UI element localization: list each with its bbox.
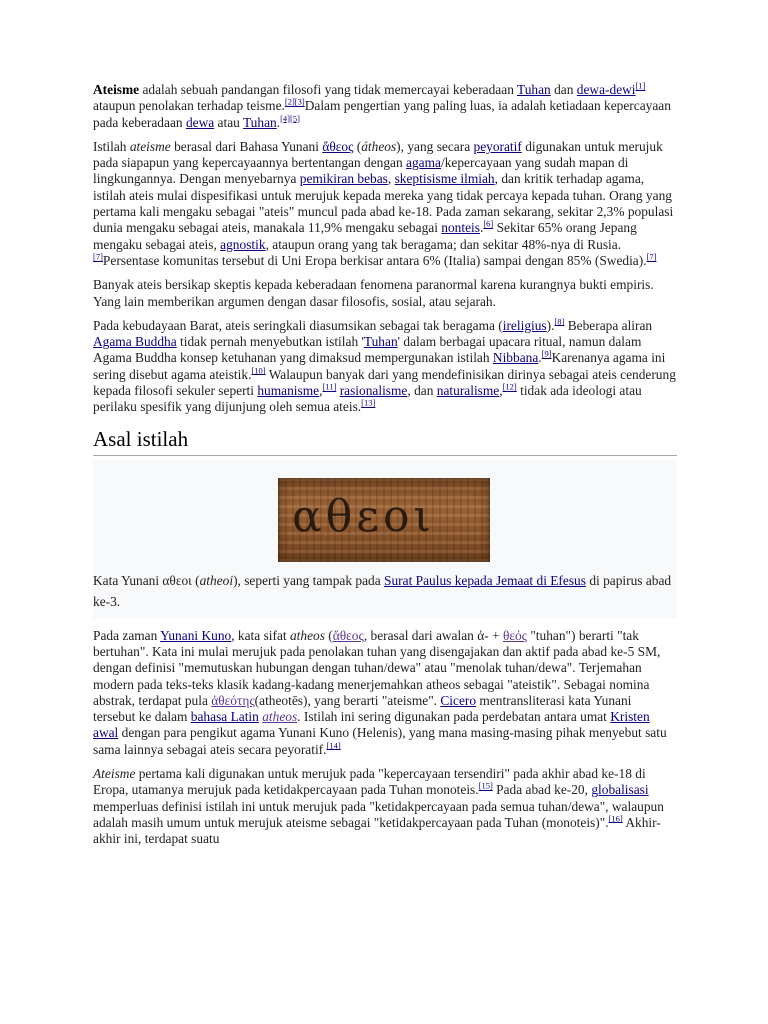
text: , dan kritik terhadap agama, istilah ateis mulai dispesifikasi untuk merujuk kepada mereka yang tidak percaya kepada tuhan. Orang yang pertama kali mengaku sebagai "ateis" muncul pada abad ke-18. Pada zaman sekarang, sekitar 2,3% populasi dunia mengaku sebagai ateis, manakala 11,9% mengaku sebagai [93, 171, 674, 236]
paragraph-ancient-greece [93, 628, 677, 758]
ref [503, 382, 517, 392]
link-surat-paulus[interactable]: Surat Paulus kepada Jemaat di Efesus [384, 572, 586, 588]
link-atheos-greek[interactable]: ἄθεος [322, 138, 354, 154]
ref-9[interactable]: [9] [541, 348, 552, 359]
text: ( [324, 627, 333, 643]
link-humanisme[interactable]: humanisme [257, 383, 320, 399]
italic-atheos: átheos [361, 138, 397, 154]
italic-atheoi: atheoi [199, 572, 234, 588]
link-agama[interactable]: agama [406, 155, 441, 171]
ref-1[interactable]: [1] [635, 80, 646, 91]
link-peyoratif[interactable]: peyoratif [473, 138, 522, 154]
text: /kepercayaan yang sudah mapan di lingkungannya. Dengan menyebarnya [93, 155, 629, 187]
section-heading-asal-istilah: Asal istilah [93, 426, 677, 456]
ref [251, 365, 265, 375]
ref-5[interactable]: [5] [290, 113, 300, 124]
link-theos[interactable]: θεός [502, 627, 527, 643]
text: Pada zaman [93, 627, 161, 643]
text: , dan [407, 383, 437, 399]
text: Sekitar 65% orang Jepang mengaku sebagai ateis, [93, 220, 637, 252]
link-naturalisme[interactable]: naturalisme [436, 383, 500, 399]
text: , [499, 383, 503, 399]
link-yunani-kuno[interactable]: Yunani Kuno [160, 627, 232, 643]
text: digunakan untuk merujuk pada siapapun yang kepercayaannya bertentangan dengan [93, 138, 663, 171]
text: Kata Yunani αθεοι ( [93, 572, 200, 588]
text: dengan para pengikut agama Yunani Kuno (Helenis), yang mana masing-masing pihak menyebut satu sama lainnya sebagai ateis secara peyoratif. [93, 725, 667, 757]
text: ataupun penolakan terhadap teisme. [93, 98, 285, 114]
link-bahasa-latin[interactable]: bahasa Latin [190, 709, 259, 725]
text: ' dalam berbagai upacara ritual, namun dalam Agama Buddha konsep ketuhanan yang dimaksud mempergunakan istilah [93, 334, 642, 366]
text: , [319, 383, 323, 399]
ref-16[interactable]: [16] [608, 813, 623, 824]
ref [609, 813, 623, 823]
text: , berasal dari awalan ἀ- + [363, 627, 503, 643]
ref-4[interactable]: [4] [280, 113, 290, 124]
text: (atheotēs), yang berarti "ateisme". [254, 692, 441, 708]
ref [636, 81, 646, 91]
text: Pada kebudayaan Barat, ateis seringkali diasumsikan sebagai tak beragama ( [93, 317, 503, 333]
text: ( [353, 138, 362, 154]
ref-7a[interactable]: [7] [93, 251, 103, 262]
ref [483, 219, 493, 229]
paragraph-intro [93, 82, 677, 131]
paragraph-skeptic: Banyak ateis bersikap skeptis kepada keberadaan fenomena paranormal karena kurangnya bukti empiris. Yang lain memberikan argumen dengan dasar filosofis, sosial, atau sejarah. [93, 277, 654, 309]
text: Beberapa aliran [564, 317, 653, 333]
paragraph-western [93, 318, 677, 416]
ref [542, 349, 552, 359]
link-atheos-latin[interactable]: atheos [262, 709, 298, 725]
link-ireligius[interactable]: ireligius [502, 317, 547, 333]
figure-papyrus [93, 460, 677, 618]
italic-ateisme: Ateisme [93, 766, 136, 782]
link-atheos-gr[interactable]: ἄθεος [332, 627, 364, 643]
ref-13[interactable]: [13] [361, 397, 376, 408]
link-nibbana[interactable]: Nibbana [492, 350, 539, 366]
link-agnostik[interactable]: agnostik [220, 236, 266, 252]
text: , [387, 171, 395, 187]
link-rasionalisme[interactable]: rasionalisme [339, 383, 408, 399]
ref-8[interactable]: [8] [554, 316, 565, 327]
text: atau [214, 114, 243, 130]
ref-2[interactable]: [2] [284, 96, 295, 107]
text: tidak ada ideologi atau perilaku spesifik yang dijunjung oleh semua ateis. [93, 383, 642, 415]
figure-caption [93, 570, 677, 612]
ref-15[interactable]: [15] [478, 780, 493, 791]
text: . [276, 114, 281, 130]
text: "tuhan") berarti "tak bertuhan". Kata ini mulai merujuk pada penolakan tuhan yang disengajakan dan aktif pada abad ke-5 SM, dengan definisi "memutuskan hubungan dengan tuhan/dewa" atau "menolak tuhan/dewa". Terjemahan modern pada teks-teks klasik kadang-kadang menerjemahkan atheos sebagai "ateistik". Sebagai nomina abstrak, terdapat pula [93, 627, 661, 708]
ref-7b[interactable]: [7] [646, 251, 657, 262]
ref [322, 382, 336, 392]
text: pertama kali digunakan untuk merujuk pada "kepercayaan tersendiri" pada akhir abad ke-18 di Eropa, utamanya merujuk pada ketidakpercayaan pada Tuhan monoteis. [93, 766, 646, 798]
text: mentransliterasi kata Yunani tersebut ke dalam [93, 692, 632, 725]
ref-10[interactable]: [10] [251, 365, 266, 376]
ref [326, 740, 340, 750]
ref [285, 97, 305, 107]
text: di papirus abad ke-3. [93, 572, 672, 609]
text: ), seperti yang tampak pada [233, 572, 385, 588]
link-agama-buddha[interactable]: Agama Buddha [93, 334, 177, 350]
link-tuhan-2[interactable]: Tuhan [242, 114, 277, 130]
papyrus-image[interactable] [278, 478, 490, 562]
paragraph-modern [93, 766, 677, 847]
link-atheotes[interactable]: ἀθεότης [211, 692, 255, 708]
term-ateisme: Ateisme [93, 82, 140, 97]
paragraph-etymology [93, 139, 677, 269]
link-skeptisisme-ilmiah[interactable]: skeptisisme ilmiah [394, 171, 495, 187]
ref [280, 113, 300, 123]
link-pemikiran-bebas[interactable]: pemikiran bebas [299, 171, 388, 187]
text: Walaupun banyak dari yang mendefinisikan dirinya sebagai ateis cenderung kepada filosofi sekuler seperti [93, 366, 676, 399]
text: Karenanya agama ini sering disebut agama ateistik. [93, 350, 666, 382]
text: . Istilah ini sering digunakan pada perdebatan antara umat [297, 709, 611, 725]
text: Akhir-akhir ini, terdapat suatu [93, 814, 661, 847]
ref-3[interactable]: [3] [294, 96, 305, 107]
article-body [93, 82, 677, 856]
ref-14[interactable]: [14] [326, 740, 341, 751]
link-kristen-awal[interactable]: Kristen awal [93, 709, 650, 741]
text: dan [550, 82, 577, 97]
text: ), yang secara [396, 138, 474, 154]
ref [554, 316, 564, 326]
link-globalisasi[interactable]: globalisasi [591, 782, 649, 798]
italic-atheos: atheos [289, 627, 325, 643]
text: berasal dari Bahasa Yunani [170, 138, 323, 154]
text: Istilah [93, 138, 130, 154]
ref [361, 398, 375, 408]
ref-6[interactable]: [6] [483, 218, 494, 229]
text: memperluas definisi istilah ini untuk merujuk pada "ketidakpercayaan pada semua tuhan/dewa", walaupun adalah masih umum untuk merujuk ateisme sebagai "ketidakpercayaan pada Tuhan (monoteis)". [93, 798, 664, 830]
text: , kata sifat [231, 627, 290, 643]
link-dewa-dewi[interactable]: dewa-dewi [576, 82, 636, 97]
link-cicero[interactable]: Cicero [440, 692, 477, 708]
link-dewa[interactable]: dewa [185, 114, 215, 130]
ref-11[interactable]: [11] [322, 381, 337, 392]
link-tuhan-3[interactable]: Tuhan [363, 334, 398, 350]
text: . [479, 220, 484, 236]
italic-ateisme: ateisme [129, 138, 171, 154]
link-nonteis[interactable]: nonteis [441, 220, 480, 236]
text: Dalam pengertian yang paling luas, ia adalah ketiadaan kepercayaan pada keberadaan [93, 98, 671, 130]
ref [479, 781, 493, 791]
text: , ataupun orang yang tak beragama; dan sekitar 48%-nya di Rusia. [265, 236, 622, 252]
ref [647, 252, 657, 262]
text: Persentase komunitas tersebut di Uni Eropa berkisar antara 6% (Italia) sampai dengan 85% (Swedia). [102, 252, 647, 268]
text: . [538, 350, 542, 366]
link-tuhan[interactable]: Tuhan [517, 82, 551, 97]
text: tidak pernah menyebutkan istilah ' [176, 334, 364, 350]
text: ). [546, 317, 555, 333]
text: adalah sebuah pandangan filosofi yang tidak memercayai keberadaan [139, 82, 517, 97]
ref [93, 252, 103, 262]
papyrus-greek-text: αθεοι [292, 490, 435, 542]
ref-12[interactable]: [12] [502, 381, 517, 392]
text: Pada abad ke-20, [492, 782, 592, 798]
